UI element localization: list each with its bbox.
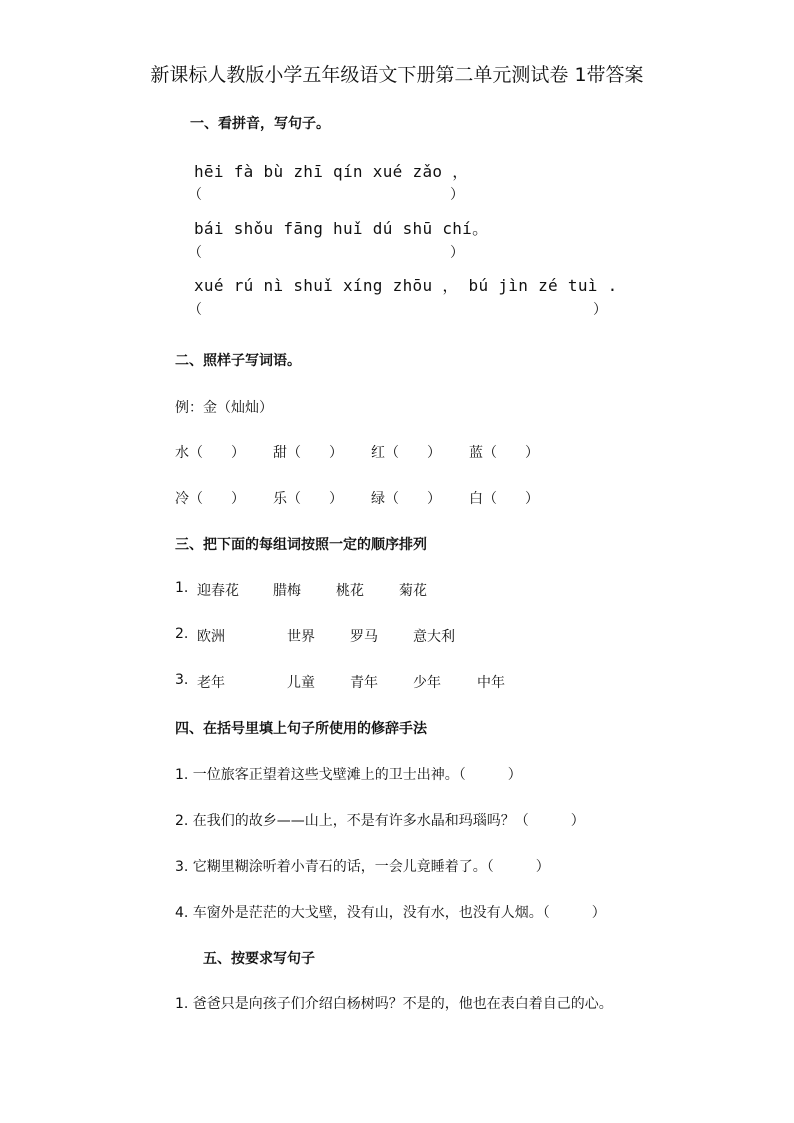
answer-open-paren-3: （	[188, 302, 202, 318]
answer-close-paren-3: ）	[593, 302, 607, 318]
word-blank: 水（ ）	[175, 445, 245, 461]
order-word: 意大利	[413, 629, 455, 645]
order-word: 腊梅	[273, 583, 301, 599]
rhetoric-question-3: 3. 它糊里糊涂听着小青石的话，一会儿竟睡着了。（ ）	[175, 859, 550, 875]
word-blank: 乐（ ）	[273, 491, 343, 507]
answer-close-paren-2: ）	[450, 245, 464, 261]
item-number: 2.	[175, 626, 189, 642]
answer-close-paren-1: ）	[450, 187, 464, 203]
order-word: 世界	[287, 629, 315, 645]
word-blank: 蓝（ ）	[469, 445, 539, 461]
sentence-question-1: 1. 爸爸只是向孩子们介绍白杨树吗？不是的，他也在表白着自己的心。	[175, 996, 613, 1012]
order-word: 中年	[477, 675, 505, 691]
section4-heading: 四、在括号里填上句子所使用的修辞手法	[175, 721, 427, 737]
pinyin-line-3: xué rú nì shuǐ xíng zhōu ， bú jìn zé tuì .	[194, 276, 618, 295]
document-title: 新课标人教版小学五年级语文下册第二单元测试卷 1带答案	[150, 64, 644, 86]
order-word: 老年	[197, 675, 225, 691]
item-number: 1.	[175, 580, 189, 596]
word-blank: 冷（ ）	[175, 491, 245, 507]
answer-open-paren-2: （	[188, 245, 202, 261]
order-word: 少年	[413, 675, 441, 691]
section3-heading: 三、把下面的每组词按照一定的顺序排列	[175, 537, 427, 553]
order-word: 迎春花	[197, 583, 239, 599]
answer-open-paren-1: （	[188, 187, 202, 203]
rhetoric-question-1: 1. 一位旅客正望着这些戈壁滩上的卫士出神。（ ）	[175, 767, 522, 783]
order-word: 青年	[350, 675, 378, 691]
order-word: 菊花	[399, 583, 427, 599]
pinyin-line-1: hēi fà bù zhī qín xué zǎo ，	[194, 162, 469, 181]
word-blank: 甜（ ）	[273, 445, 343, 461]
rhetoric-question-2: 2. 在我们的故乡——山上，不是有许多水晶和玛瑙吗？（ ）	[175, 813, 585, 829]
word-blank: 白（ ）	[469, 491, 539, 507]
section5-heading: 五、按要求写句子	[203, 951, 315, 967]
item-number: 3.	[175, 672, 189, 688]
section1-heading: 一、看拼音，写句子。	[190, 116, 330, 132]
word-blank: 红（ ）	[371, 445, 441, 461]
order-word: 欧洲	[197, 629, 225, 645]
rhetoric-question-4: 4. 车窗外是茫茫的大戈壁，没有山，没有水，也没有人烟。（ ）	[175, 905, 606, 921]
order-word: 桃花	[336, 583, 364, 599]
pinyin-line-2: bái shǒu fāng huǐ dú shū chí。	[194, 219, 489, 238]
section2-heading: 二、照样子写词语。	[175, 353, 301, 369]
order-word: 罗马	[350, 629, 378, 645]
order-word: 儿童	[287, 675, 315, 691]
word-blank: 绿（ ）	[371, 491, 441, 507]
example-line: 例：金（灿灿）	[175, 400, 273, 416]
